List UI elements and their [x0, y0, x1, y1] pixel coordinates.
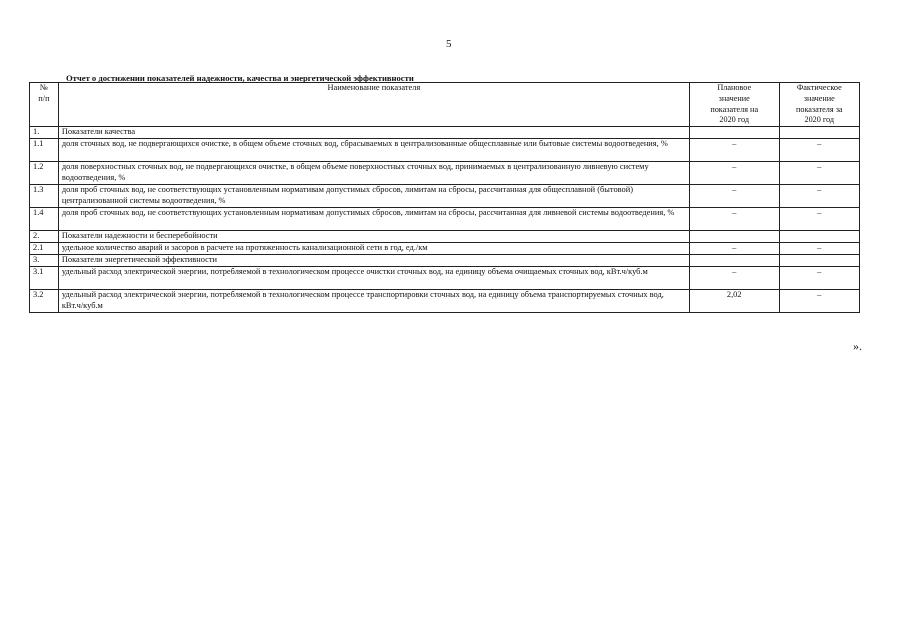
- table-row: [30, 267, 860, 290]
- header-fact-line: значение: [803, 93, 835, 103]
- row-planned-value: –: [689, 243, 779, 255]
- row-indicator-name: удельный расход электрической энергии, потребляемой в технологическом процессе очистки сточных вод, на единицу объема очищаемых сточных вод, кВт.ч/куб.м: [58, 267, 689, 290]
- row-number: 1.3: [30, 185, 59, 208]
- table-row: [30, 139, 860, 162]
- row-number: 1.: [30, 127, 59, 139]
- row-actual-value: [779, 231, 859, 243]
- header-fact-line: 2020 год: [804, 115, 835, 125]
- row-indicator-name: доля проб сточных вод, не соответствующих установленным нормативам допустимых сбросов, лимитам на сбросы, рассчитанная для общесплавной (бытовой) централизованной системы водоотведения, %: [58, 185, 689, 208]
- table-body: [30, 127, 860, 313]
- row-actual-value: –: [779, 243, 859, 255]
- row-actual-value: [779, 255, 859, 267]
- row-number: 2.: [30, 231, 59, 243]
- row-indicator-name: удельное количество аварий и засоров в расчете на протяженность канализационной сети в год, ед./км: [58, 243, 689, 255]
- row-planned-value: –: [689, 267, 779, 290]
- row-planned-value: –: [689, 162, 779, 185]
- header-plan-line: 2020 год: [719, 115, 749, 125]
- row-indicator-name: Показатели энергетической эффективности: [58, 255, 689, 267]
- header-number: [30, 83, 59, 127]
- row-actual-value: –: [779, 267, 859, 290]
- row-number: 1.1: [30, 139, 59, 162]
- header-number-line2: п/п: [38, 93, 50, 103]
- header-number-line1: №: [39, 83, 48, 92]
- report-title: Отчет о достижении показателей надежности, качества и энергетической эффективности: [66, 73, 414, 83]
- row-number: 3.1: [30, 267, 59, 290]
- table-row: [30, 185, 860, 208]
- row-indicator-name: доля сточных вод, не подвергающихся очистке, в общем объеме сточных вод, сбрасываемых в централизованные общесплавные или бытовые системы водоотведения, %: [58, 139, 689, 162]
- row-actual-value: –: [779, 162, 859, 185]
- row-indicator-name: доля проб сточных вод, не соответствующих установленным нормативам допустимых сбросов, лимитам на сбросы, рассчитанная для ливневой системы водоотведения, %: [58, 208, 689, 231]
- header-fact-line: Фактическое: [796, 83, 842, 92]
- row-actual-value: –: [779, 208, 859, 231]
- header-fact-line: показателя за: [795, 104, 843, 114]
- row-indicator-name: доля поверхностных сточных вод, не подвергающихся очистке, в общем объеме поверхностных сточных вод, принимаемых в централизованную ливневую систему водоотведения, %: [58, 162, 689, 185]
- row-planned-value: [689, 255, 779, 267]
- table-row: [30, 290, 860, 313]
- header-plan-line: показателя на: [710, 104, 759, 114]
- section-row: [30, 231, 860, 243]
- row-actual-value: –: [779, 139, 859, 162]
- table-row: [30, 243, 860, 255]
- row-indicator-name: удельный расход электрической энергии, потребляемой в технологическом процессе транспортировки сточных вод, на единицу объема транспортируемых сточных вод, кВт.ч/куб.м: [58, 290, 689, 313]
- row-indicator-name: Показатели надежности и бесперебойности: [58, 231, 689, 243]
- table-row: [30, 208, 860, 231]
- closing-quote-mark: ».: [853, 339, 862, 353]
- header-indicator-name: Наименование показателя: [58, 83, 689, 127]
- table-header-row: [30, 83, 860, 127]
- row-actual-value: –: [779, 290, 859, 313]
- table-row: [30, 162, 860, 185]
- section-row: [30, 255, 860, 267]
- header-plan-line: значение: [718, 93, 750, 103]
- row-number: 2.1: [30, 243, 59, 255]
- header-actual-value: [779, 83, 859, 127]
- row-number: 1.2: [30, 162, 59, 185]
- row-planned-value: –: [689, 185, 779, 208]
- row-actual-value: –: [779, 185, 859, 208]
- row-indicator-name: Показатели качества: [58, 127, 689, 139]
- row-planned-value: [689, 231, 779, 243]
- page-number: 5: [446, 38, 452, 50]
- row-actual-value: [779, 127, 859, 139]
- row-number: 1.4: [30, 208, 59, 231]
- header-plan-line: Плановое: [717, 83, 752, 92]
- row-planned-value: –: [689, 139, 779, 162]
- row-planned-value: –: [689, 208, 779, 231]
- indicators-table: [29, 82, 860, 313]
- header-planned-value: [689, 83, 779, 127]
- row-planned-value: [689, 127, 779, 139]
- row-planned-value: 2,02: [689, 290, 779, 313]
- row-number: 3.2: [30, 290, 59, 313]
- row-number: 3.: [30, 255, 59, 267]
- section-row: [30, 127, 860, 139]
